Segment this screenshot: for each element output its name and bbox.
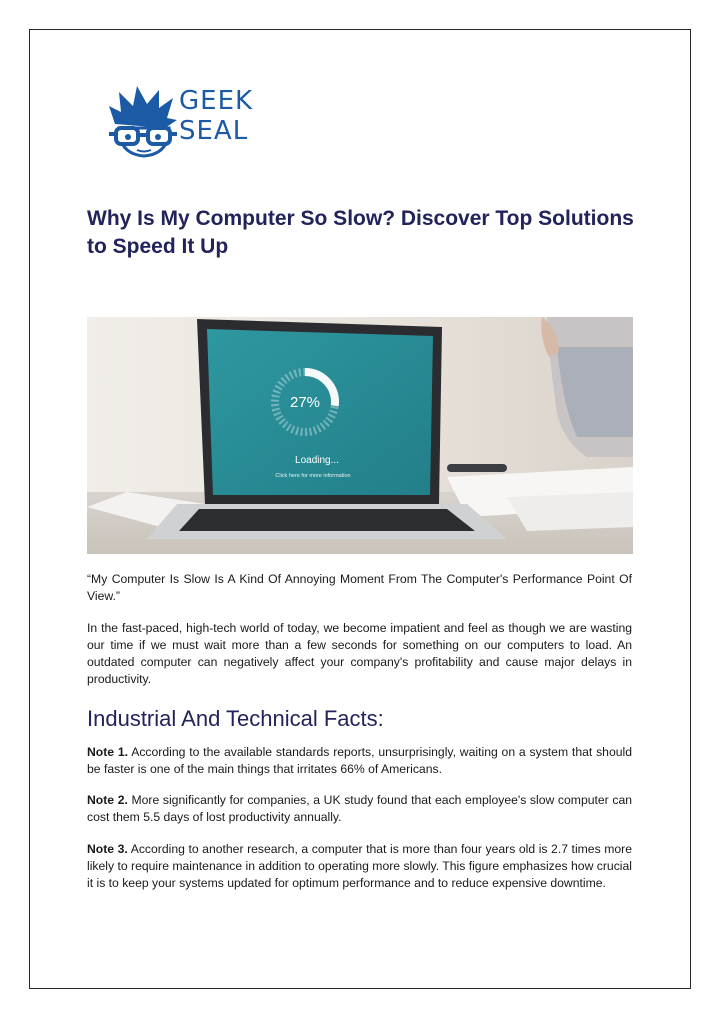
note-text: According to the available standards reports, unsurprisingly, waiting on a system that should be faster is one of the main things that irritates 66% of Americans. [87,745,632,776]
note-text: More significantly for companies, a UK study found that each employee's slow computer can cost them 5.5 days of lost productivity annually. [87,793,633,824]
logo-wordmark [179,86,253,146]
note-label: Note 3. [87,842,128,856]
note-3 [87,841,632,892]
article-quote: “My Computer Is Slow Is A Kind Of Annoying Moment From The Computer's Performance Point Of View.” [87,572,632,603]
note-2 [87,792,632,826]
note-text: According to another research, a computer that is more than four years old is 2.7 times more likely to require maintenance in addition to operating more slowly. This figure emphasizes how crucial it is to keep your systems updated for optimum performance and to reduce expensive downtime. [87,842,632,890]
intro-paragraph: In the fast-paced, high-tech world of today, we become impatient and feel as though we are wasting our time if we must wait more than a few seconds for something on our computers to load. An outdated computer can negatively affect your company's profitability and cause major delays in productivity. [87,621,632,686]
loading-hint: Click here for more information [275,473,351,479]
page-title: Why Is My Computer So Slow? Discover Top Solutions to Speed It Up [87,207,634,258]
logo-text-seal: SEAL [179,116,249,146]
loading-percent: 27% [289,394,321,411]
laptop-loading-illustration [87,317,633,554]
logo-text-geek: GEEK [179,86,254,116]
mascot-icon [107,84,182,162]
geek-seal-logo [107,84,254,164]
note-label: Note 1. [87,745,129,759]
loading-label: Loading... [295,455,339,466]
section-heading: Industrial And Technical Facts: [87,706,384,731]
hero-image [87,317,633,554]
note-label: Note 2. [87,793,128,807]
note-1 [87,744,632,778]
